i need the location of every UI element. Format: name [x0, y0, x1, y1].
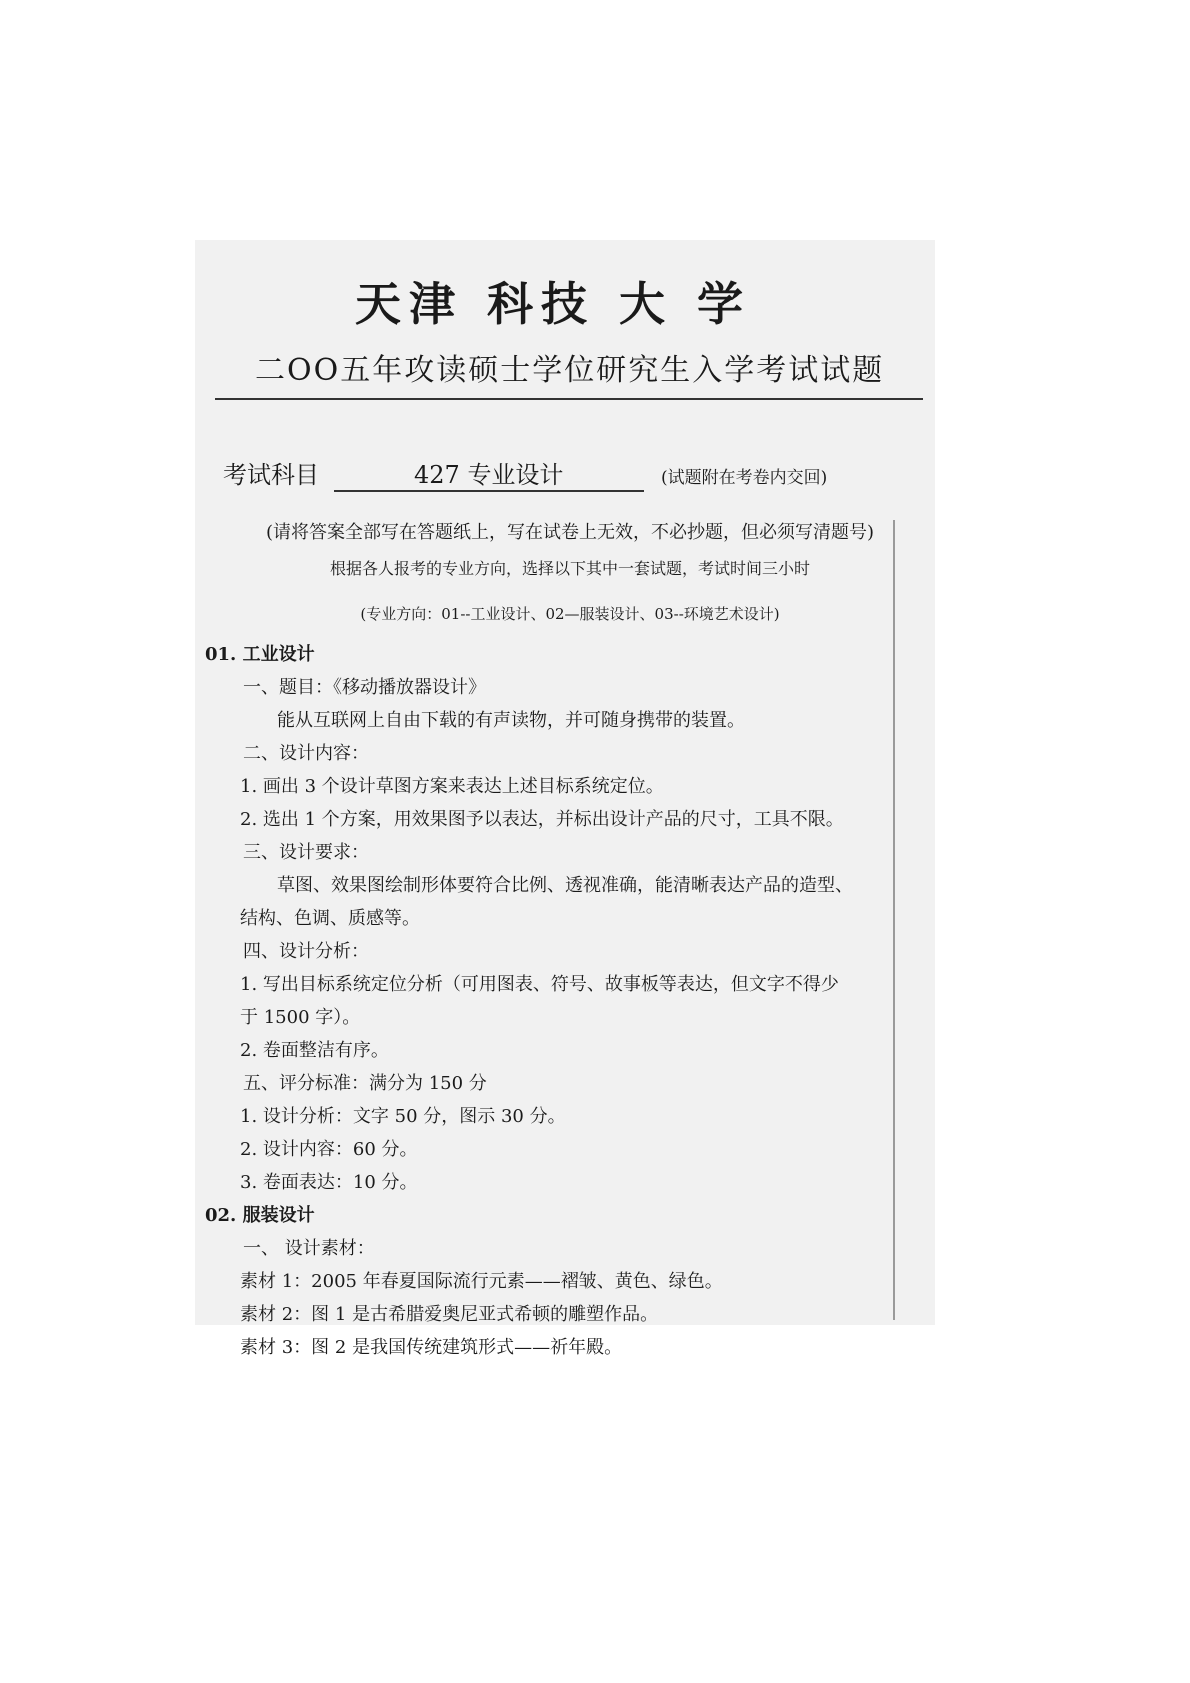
question-text: 能从互联网上自由下载的有声读物，并可随身携带的装置。: [277, 710, 745, 731]
question-heading: 二、设计内容：: [243, 743, 369, 764]
header-divider: [215, 398, 923, 400]
question-item: 2. 选出 1 个方案，用效果图予以表达，并标出设计产品的尺寸，工具不限。: [240, 809, 844, 830]
question-item: 2. 设计内容：60 分。: [240, 1139, 418, 1160]
question-heading: 五、评分标准：满分为 150 分: [243, 1073, 487, 1094]
question-item: 1. 写出目标系统定位分析（可用图表、符号、故事板等表达，但文字不得少: [240, 974, 839, 995]
exam-subject-value: 427 专业设计: [334, 455, 644, 492]
exam-questions: [205, 638, 935, 1364]
instruction-answer-sheet: (请将答案全部写在答题纸上，写在试卷上无效，不必抄题，但必须写清题号): [265, 522, 875, 543]
question-text: 结构、色调、质感等。: [240, 908, 420, 929]
question-item: 素材 1：2005 年春夏国际流行元素——褶皱、黄色、绿色。: [240, 1271, 723, 1292]
question-item: 1. 画出 3 个设计草图方案来表达上述目标系统定位。: [240, 776, 664, 797]
question-heading: 四、设计分析：: [243, 941, 369, 962]
exam-title: 二OO五年攻读硕士学位研究生入学考试试题: [255, 353, 885, 388]
question-text: 草图、效果图绘制形体要符合比例、透视准确，能清晰表达产品的造型、: [277, 875, 853, 896]
section-heading-industrial-design: 01. 工业设计: [205, 644, 315, 665]
question-heading: 三、设计要求：: [243, 842, 369, 863]
question-text: 于 1500 字）。: [240, 1007, 361, 1028]
instruction-choose-set: 根据各人报考的专业方向，选择以下其中一套试题，考试时间三小时: [329, 559, 810, 578]
question-heading: 一、题目：《移动播放器设计》: [243, 677, 486, 698]
exam-subject-row: [223, 455, 827, 492]
section-heading-fashion-design: 02. 服装设计: [205, 1205, 315, 1226]
question-item: 素材 2：图 1 是古希腊爱奥尼亚式希顿的雕塑作品。: [240, 1304, 659, 1325]
question-item: 3. 卷面表达：10 分。: [240, 1172, 418, 1193]
question-heading: 一、 设计素材：: [243, 1238, 375, 1259]
question-item: 1. 设计分析：文字 50 分，图示 30 分。: [240, 1106, 566, 1127]
university-title: 天津 科技 大 学: [355, 277, 752, 331]
exam-subject-note: (试题附在考卷内交回): [661, 468, 828, 488]
question-item: 2. 卷面整洁有序。: [240, 1040, 389, 1061]
instruction-specialties: (专业方向：01--工业设计、02—服装设计、03--环境艺术设计): [360, 605, 780, 623]
exam-subject-label: 考试科目: [223, 461, 319, 489]
question-item: 素材 3：图 2 是我国传统建筑形式——祈年殿。: [240, 1337, 623, 1358]
